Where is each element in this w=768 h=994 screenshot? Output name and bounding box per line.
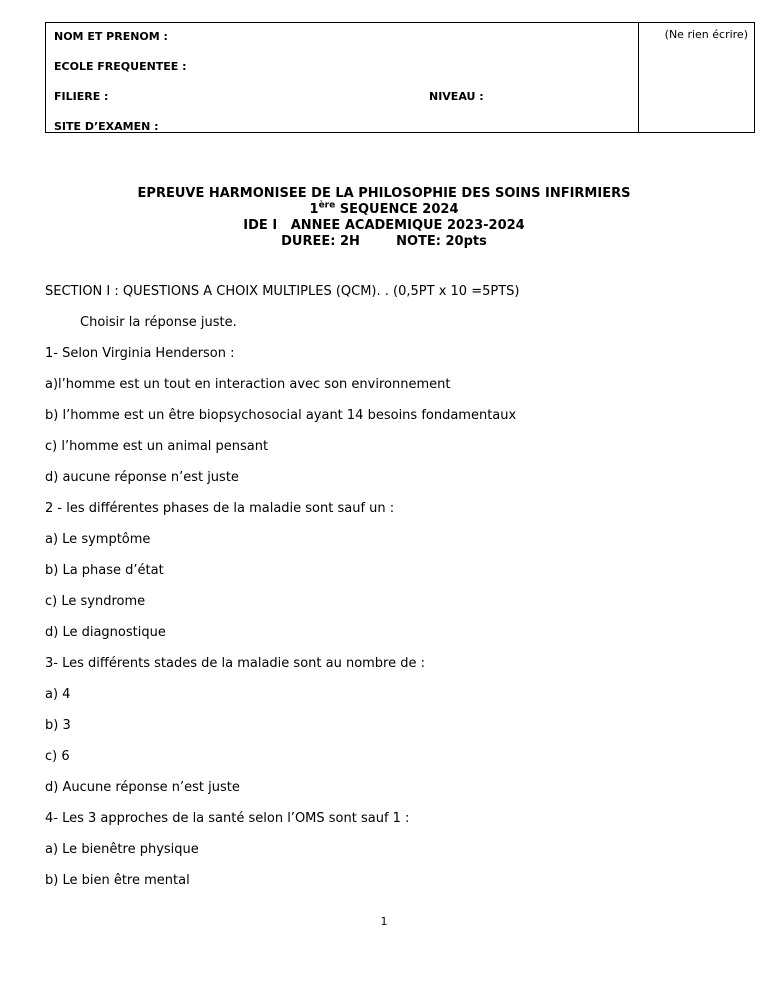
field-niveau: NIVEAU : (429, 90, 484, 103)
question-text: 2 - les différentes phases de la maladie sont sauf un : (45, 501, 395, 516)
exam-header-box (45, 22, 755, 133)
field-filiere-niveau (54, 90, 630, 104)
question-option: d) Le diagnostique (45, 625, 166, 640)
sequence-line (45, 202, 723, 218)
question-option: b) 3 (45, 718, 71, 733)
sequence-ordinal-sup: ère (318, 200, 336, 211)
question-text: 1- Selon Virginia Henderson : (45, 346, 235, 361)
no-write-cell (638, 23, 754, 132)
question-option: a)l’homme est un tout en interaction avec son environnement (45, 377, 451, 392)
question-option: c) 6 (45, 749, 70, 764)
question-option: a) Le symptôme (45, 532, 151, 547)
question-text: 4- Les 3 approches de la santé selon l’OMS sont sauf 1 : (45, 811, 410, 826)
identity-fields (46, 23, 638, 132)
question-option: a) 4 (45, 687, 71, 702)
no-write-note: (Ne rien écrire) (664, 28, 748, 41)
question-option: c) l’homme est un animal pensant (45, 439, 269, 454)
question-text: 3- Les différents stades de la maladie sont au nombre de : (45, 656, 426, 671)
question-option: b) La phase d’état (45, 563, 164, 578)
question-option: b) l’homme est un être biopsychosocial ayant 14 besoins fondamentaux (45, 408, 517, 423)
exam-title: EPREUVE HARMONISEE DE LA PHILOSOPHIE DES SOINS INFIRMIERS (137, 186, 631, 201)
page-number: 1 (380, 915, 388, 928)
question-option: d) aucune réponse n’est juste (45, 470, 239, 485)
question-option: a) Le bienêtre physique (45, 842, 199, 857)
question-option: d) Aucune réponse n’est juste (45, 780, 240, 795)
question-option: b) Le bien être mental (45, 873, 190, 888)
field-filiere: FILIERE : (54, 90, 109, 103)
exam-body (45, 284, 725, 904)
footer (0, 915, 768, 928)
title-block (45, 186, 723, 250)
duration-note-line: DUREE: 2H NOTE: 20pts (281, 234, 487, 249)
sequence-number: 1 (309, 202, 319, 217)
question-option: c) Le syndrome (45, 594, 146, 609)
field-ecole: ECOLE FREQUENTEE : (54, 60, 187, 73)
section-instruction: Choisir la réponse juste. (80, 315, 237, 330)
field-nom: NOM ET PRENOM : (54, 30, 168, 43)
academic-year-line: IDE I ANNEE ACADEMIQUE 2023-2024 (243, 218, 525, 233)
section-heading: SECTION I : QUESTIONS A CHOIX MULTIPLES (QCM). . (0,5PT x 10 =5PTS) (45, 284, 520, 299)
sequence-rest: SEQUENCE 2024 (335, 202, 459, 217)
field-site: SITE D’EXAMEN : (54, 120, 159, 133)
